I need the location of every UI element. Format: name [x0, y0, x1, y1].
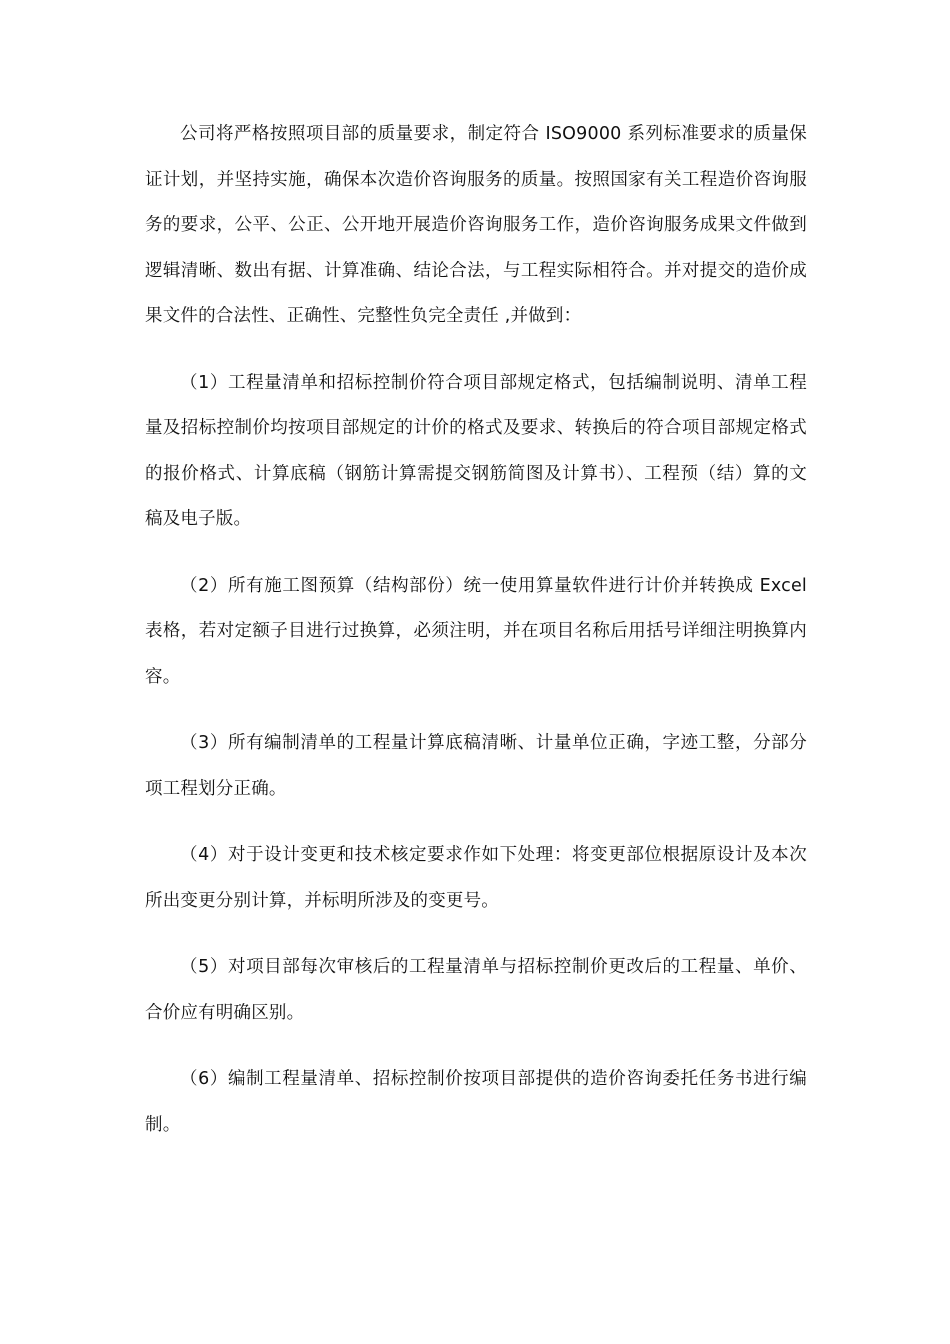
requirement-item-3: （3）所有编制清单的工程量计算底稿清晰、计量单位正确，字迹工整，分部分项工程划分正确。	[145, 733, 807, 799]
requirement-item-5: （5）对项目部每次审核后的工程量清单与招标控制价更改后的工程量、单价、合价应有明确区别。	[145, 957, 807, 1023]
requirement-item-4: （4）对于设计变更和技术核定要求作如下处理：将变更部位根据原设计及本次所出变更分别计算，并标明所涉及的变更号。	[145, 845, 807, 911]
requirement-item-6: （6）编制工程量清单、招标控制价按项目部提供的造价咨询委托任务书进行编制。	[145, 1069, 807, 1135]
requirement-item-2: （2）所有施工图预算（结构部份）统一使用算量软件进行计价并转换成 Excel 表格，若对定额子目进行过换算，必须注明，并在项目名称后用括号详细注明换算内容。	[145, 575, 807, 687]
requirement-item-1: （1）工程量清单和招标控制价符合项目部规定格式，包括编制说明、清单工程量及招标控制价均按项目部规定的计价的格式及要求、转换后的符合项目部规定格式的报价格式、计算底稿（钢筋计算需提交钢筋简图及计算书）、工程预（结）算的文稿及电子版。	[145, 372, 807, 529]
intro-paragraph: 公司将严格按照项目部的质量要求，制定符合 ISO9000 系列标准要求的质量保证计划，并坚持实施，确保本次造价咨询服务的质量。按照国家有关工程造价咨询服务的要求，公平、公正、公开地开展造价咨询服务工作，造价咨询服务成果文件做到逻辑清晰、数出有据、计算准确、结论合法，与工程实际相符合。并对提交的造价成果文件的合法性、正确性、完整性负完全责任 ,并做到：	[145, 124, 807, 326]
document-body	[145, 112, 807, 1148]
